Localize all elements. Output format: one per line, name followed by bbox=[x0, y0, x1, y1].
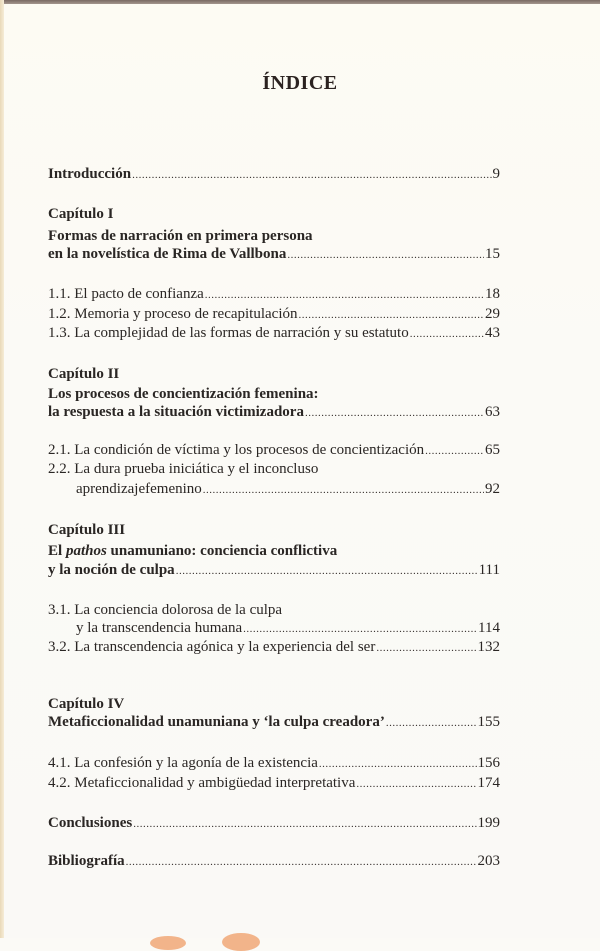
toc-entry-introduccion[interactable] bbox=[48, 166, 500, 188]
entry-label: 1.1. El pacto de confianza bbox=[48, 286, 204, 302]
section-label-line: 2.2. La dura prueba iniciática y el inconcluso bbox=[48, 461, 319, 477]
entry-label: y la noción de culpa bbox=[48, 562, 175, 578]
chapter-title-line: Los procesos de concientización femenina: bbox=[48, 386, 319, 402]
leader-dots bbox=[133, 818, 476, 830]
title-italic-word: pathos bbox=[65, 543, 107, 559]
entry-page: 199 bbox=[477, 815, 500, 831]
toc-entry-chapter-2[interactable] bbox=[48, 404, 500, 426]
toc-entry-chapter-1[interactable] bbox=[48, 246, 500, 268]
entry-page: 15 bbox=[485, 246, 500, 262]
entry-page: 43 bbox=[485, 325, 500, 341]
leader-dots bbox=[410, 328, 484, 340]
toc-entry-section[interactable] bbox=[48, 481, 500, 503]
thumb-shadow bbox=[150, 936, 186, 950]
entry-label: 2.1. La condición de víctima y los procesos de concientización bbox=[48, 442, 425, 458]
page-title: ÍNDICE bbox=[262, 72, 338, 94]
entry-page: 203 bbox=[477, 853, 500, 869]
toc-entry-section[interactable] bbox=[48, 755, 500, 777]
toc-entry-section[interactable] bbox=[48, 639, 500, 661]
toc-entry-conclusiones[interactable] bbox=[48, 815, 500, 837]
entry-page: 174 bbox=[477, 775, 500, 791]
toc-entry-chapter-4[interactable] bbox=[48, 714, 500, 736]
leader-dots bbox=[203, 484, 484, 496]
entry-label: Conclusiones bbox=[48, 815, 133, 831]
toc-entry-section[interactable] bbox=[48, 325, 500, 347]
toc-entry-chapter-3[interactable] bbox=[48, 562, 500, 584]
toc-entry-section[interactable] bbox=[48, 775, 500, 797]
book-top-edge bbox=[0, 0, 600, 4]
chapter-heading: Capítulo III bbox=[48, 522, 126, 538]
entry-label: y la transcendencia humana bbox=[76, 620, 243, 636]
entry-page: 92 bbox=[485, 481, 500, 497]
leader-dots bbox=[176, 565, 478, 577]
entry-label: aprendizajefemenino bbox=[76, 481, 202, 497]
leader-dots bbox=[305, 407, 484, 419]
title-prefix: El bbox=[48, 543, 66, 559]
leader-dots bbox=[287, 249, 484, 261]
entry-page: 111 bbox=[478, 562, 500, 578]
entry-page: 63 bbox=[485, 404, 500, 420]
entry-page: 29 bbox=[485, 306, 500, 322]
leader-dots bbox=[126, 856, 477, 868]
entry-page: 114 bbox=[478, 620, 500, 636]
leader-dots bbox=[386, 717, 477, 729]
entry-page: 156 bbox=[477, 755, 500, 771]
entry-page: 18 bbox=[485, 286, 500, 302]
chapter-heading: Capítulo IV bbox=[48, 696, 125, 712]
leader-dots bbox=[132, 169, 491, 181]
chapter-heading: Capítulo II bbox=[48, 366, 120, 382]
entry-label: Metaficcionalidad unamuniana y ‘la culpa creadora’ bbox=[48, 714, 385, 730]
toc-entry-section[interactable] bbox=[48, 286, 500, 308]
entry-label: Introducción bbox=[48, 166, 132, 182]
leader-dots bbox=[205, 289, 484, 301]
section-label-line: 3.1. La conciencia dolorosa de la culpa bbox=[48, 602, 283, 618]
leader-dots bbox=[376, 642, 476, 654]
entry-label: en la novelística de Rima de Vallbona bbox=[48, 246, 287, 262]
entry-label: 4.2. Metaficcionalidad y ambigüedad interpretativa bbox=[48, 775, 356, 791]
leader-dots bbox=[299, 309, 485, 321]
entry-label: la respuesta a la situación victimizadora bbox=[48, 404, 304, 420]
chapter-heading: Capítulo I bbox=[48, 206, 114, 222]
book-spine-edge bbox=[0, 0, 4, 938]
chapter-title-line bbox=[48, 543, 337, 560]
entry-label: Bibliografía bbox=[48, 853, 125, 869]
leader-dots bbox=[356, 778, 476, 790]
entry-label: 1.2. Memoria y proceso de recapitulación bbox=[48, 306, 298, 322]
leader-dots bbox=[319, 758, 477, 770]
entry-label: 3.2. La transcendencia agónica y la experiencia del ser bbox=[48, 639, 376, 655]
thumb-shadow bbox=[222, 933, 260, 951]
toc-entry-bibliografia[interactable] bbox=[48, 853, 500, 875]
entry-label: 1.3. La complejidad de las formas de narración y su estatuto bbox=[48, 325, 409, 341]
entry-page: 65 bbox=[485, 442, 500, 458]
chapter-title-line: Formas de narración en primera persona bbox=[48, 228, 313, 244]
entry-page: 155 bbox=[477, 714, 500, 730]
entry-page: 9 bbox=[492, 166, 500, 182]
title-suffix: unamuniano: conciencia conflictiva bbox=[106, 543, 338, 559]
leader-dots bbox=[243, 623, 477, 635]
entry-label: 4.1. La confesión y la agonía de la existencia bbox=[48, 755, 318, 771]
leader-dots bbox=[425, 445, 484, 457]
entry-page: 132 bbox=[477, 639, 500, 655]
